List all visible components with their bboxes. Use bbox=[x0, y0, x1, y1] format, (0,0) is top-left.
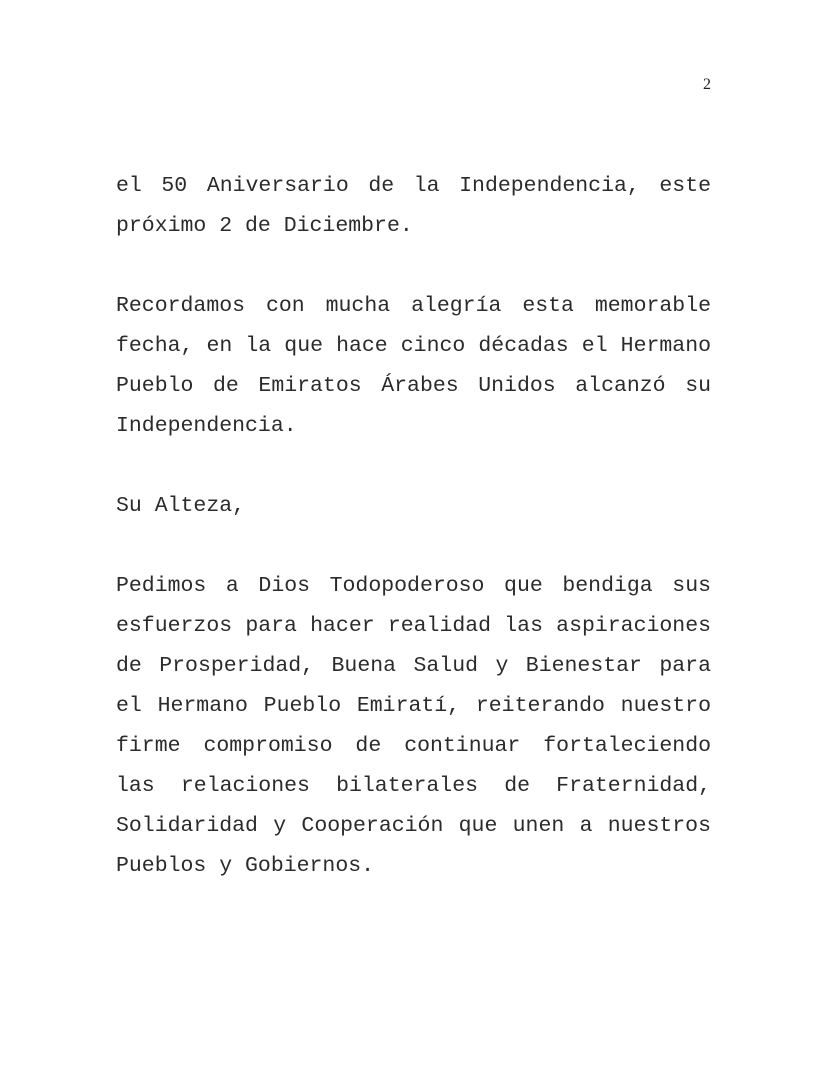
page-number: 2 bbox=[703, 76, 711, 93]
document-body bbox=[116, 166, 711, 886]
paragraph-remembrance: Recordamos con mucha alegría esta memorable fecha, en la que hace cinco décadas el Hermano Pueblo de Emiratos Árabes Unidos alcanzó su Independencia. bbox=[116, 294, 711, 438]
paragraph-blessing: Pedimos a Dios Todopoderoso que bendiga sus esfuerzos para hacer realidad las aspiraciones de Prosperidad, Buena Salud y Bienestar para el Hermano Pueblo Emiratí, reiterando nuestro firme compromiso de continuar fortaleciendo las relaciones bilaterales de Fraternidad, Solidaridad y Cooperación que unen a nuestros Pueblos y Gobiernos. bbox=[116, 574, 711, 878]
paragraph-salutation: Su Alteza, bbox=[116, 494, 246, 518]
paragraph-anniversary: el 50 Aniversario de la Independencia, este próximo 2 de Diciembre. bbox=[116, 174, 711, 238]
